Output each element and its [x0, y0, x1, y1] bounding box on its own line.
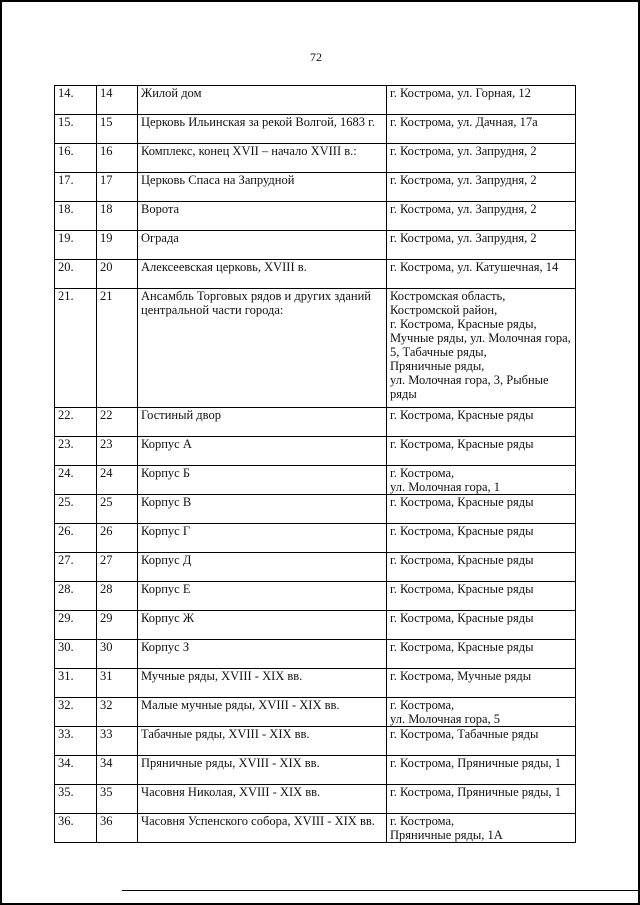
row-number: 30. — [55, 640, 97, 669]
object-address: г. Кострома, ул. Запрудня, 2 — [387, 144, 576, 173]
registry-number: 25 — [97, 495, 138, 524]
row-number: 34. — [55, 756, 97, 785]
object-address: г. Кострома, ул. Молочная гора, 5 — [387, 698, 576, 727]
object-address: г. Кострома, ул. Запрудня, 2 — [387, 173, 576, 202]
object-name: Гостиный двор — [138, 408, 387, 437]
row-number: 14. — [55, 86, 97, 115]
object-name: Корпус А — [138, 437, 387, 466]
row-number: 31. — [55, 669, 97, 698]
object-address: г. Кострома, ул. Горная, 12 — [387, 86, 576, 115]
registry-number: 35 — [97, 785, 138, 814]
object-name: Корпус Б — [138, 466, 387, 495]
object-name: Корпус Д — [138, 553, 387, 582]
table-row — [55, 669, 576, 698]
row-number: 20. — [55, 260, 97, 289]
table-row — [55, 785, 576, 814]
object-name: Табачные ряды, XVIII - XIX вв. — [138, 727, 387, 756]
table-row — [55, 144, 576, 173]
table-row — [55, 640, 576, 669]
table-row — [55, 582, 576, 611]
object-name: Малые мучные ряды, XVIII - XIX вв. — [138, 698, 387, 727]
table-row — [55, 553, 576, 582]
object-address: г. Кострома, Красные ряды — [387, 582, 576, 611]
row-number: 17. — [55, 173, 97, 202]
registry-number: 31 — [97, 669, 138, 698]
object-name: Алексеевская церковь, XVIII в. — [138, 260, 387, 289]
row-number: 15. — [55, 115, 97, 144]
table-row — [55, 814, 576, 843]
registry-number: 27 — [97, 553, 138, 582]
row-number: 32. — [55, 698, 97, 727]
registry-number: 21 — [97, 289, 138, 408]
table-row — [55, 173, 576, 202]
registry-number: 19 — [97, 231, 138, 260]
table-row — [55, 437, 576, 466]
registry-number: 28 — [97, 582, 138, 611]
row-number: 27. — [55, 553, 97, 582]
bottom-rule — [122, 890, 640, 891]
table-row — [55, 260, 576, 289]
object-name: Ансамбль Торговых рядов и других зданий центральной части города: — [138, 289, 387, 408]
object-address: г. Кострома, ул. Дачная, 17а — [387, 115, 576, 144]
registry-number: 14 — [97, 86, 138, 115]
row-number: 29. — [55, 611, 97, 640]
table-row — [55, 202, 576, 231]
object-name: Корпус Е — [138, 582, 387, 611]
object-address: г. Кострома, Красные ряды — [387, 611, 576, 640]
registry-number: 22 — [97, 408, 138, 437]
object-address: г. Кострома, Красные ряды — [387, 553, 576, 582]
object-name: Корпус Ж — [138, 611, 387, 640]
object-address: г. Кострома, Красные ряды — [387, 640, 576, 669]
object-name: Пряничные ряды, XVIII - XIX вв. — [138, 756, 387, 785]
table-row — [55, 231, 576, 260]
row-number: 16. — [55, 144, 97, 173]
table-row — [55, 86, 576, 115]
row-number: 26. — [55, 524, 97, 553]
object-address: г. Кострома, ул. Молочная гора, 1 — [387, 466, 576, 495]
registry-number: 16 — [97, 144, 138, 173]
registry-number: 36 — [97, 814, 138, 843]
page-number: 72 — [310, 50, 322, 64]
heritage-registry-table — [54, 85, 576, 843]
object-name: Ворота — [138, 202, 387, 231]
row-number: 25. — [55, 495, 97, 524]
table-row — [55, 495, 576, 524]
registry-number: 23 — [97, 437, 138, 466]
row-number: 28. — [55, 582, 97, 611]
row-number: 22. — [55, 408, 97, 437]
object-address: г. Кострома, Пряничные ряды, 1А — [387, 814, 576, 843]
object-name: Часовня Николая, XVIII - XIX вв. — [138, 785, 387, 814]
table-row — [55, 524, 576, 553]
object-address: г. Кострома, Пряничные ряды, 1 — [387, 756, 576, 785]
object-address: г. Кострома, ул. Запрудня, 2 — [387, 231, 576, 260]
registry-number: 33 — [97, 727, 138, 756]
registry-number: 18 — [97, 202, 138, 231]
object-address: Костромская область, Костромской район, г. Кострома, Красные ряды, Мучные ряды, ул. Молочная гора, 5, Табачные ряды, Пряничные ряды, ул. Молочная гора, 3, Рыбные ряды — [387, 289, 576, 408]
object-name: Корпус В — [138, 495, 387, 524]
table-row — [55, 756, 576, 785]
object-name: Комплекс, конец XVII – начало XVIII в.: — [138, 144, 387, 173]
object-address: г. Кострома, Пряничные ряды, 1 — [387, 785, 576, 814]
object-address: г. Кострома, Красные ряды — [387, 495, 576, 524]
object-address: г. Кострома, ул. Запрудня, 2 — [387, 202, 576, 231]
registry-number: 30 — [97, 640, 138, 669]
registry-number: 26 — [97, 524, 138, 553]
object-address: г. Кострома, Мучные ряды — [387, 669, 576, 698]
object-name: Мучные ряды, XVIII - XIX вв. — [138, 669, 387, 698]
registry-number: 24 — [97, 466, 138, 495]
registry-number: 20 — [97, 260, 138, 289]
row-number: 21. — [55, 289, 97, 408]
object-address: г. Кострома, Красные ряды — [387, 408, 576, 437]
table-row — [55, 698, 576, 727]
object-name: Корпус З — [138, 640, 387, 669]
registry-number: 17 — [97, 173, 138, 202]
object-address: г. Кострома, Красные ряды — [387, 524, 576, 553]
table-row — [55, 115, 576, 144]
object-address: г. Кострома, ул. Катушечная, 14 — [387, 260, 576, 289]
object-name: Жилой дом — [138, 86, 387, 115]
row-number: 18. — [55, 202, 97, 231]
row-number: 35. — [55, 785, 97, 814]
object-name: Часовня Успенского собора, XVIII - XIX вв. — [138, 814, 387, 843]
row-number: 36. — [55, 814, 97, 843]
registry-number: 34 — [97, 756, 138, 785]
table-row — [55, 727, 576, 756]
object-address: г. Кострома, Красные ряды — [387, 437, 576, 466]
row-number: 24. — [55, 466, 97, 495]
table-row — [55, 289, 576, 408]
registry-number: 29 — [97, 611, 138, 640]
object-name: Корпус Г — [138, 524, 387, 553]
row-number: 23. — [55, 437, 97, 466]
row-number: 19. — [55, 231, 97, 260]
object-name: Ограда — [138, 231, 387, 260]
table-row — [55, 611, 576, 640]
object-address: г. Кострома, Табачные ряды — [387, 727, 576, 756]
object-name: Церковь Спаса на Запрудной — [138, 173, 387, 202]
registry-number: 32 — [97, 698, 138, 727]
object-name: Церковь Ильинская за рекой Волгой, 1683 г. — [138, 115, 387, 144]
row-number: 33. — [55, 727, 97, 756]
registry-number: 15 — [97, 115, 138, 144]
table-row — [55, 408, 576, 437]
table-row — [55, 466, 576, 495]
